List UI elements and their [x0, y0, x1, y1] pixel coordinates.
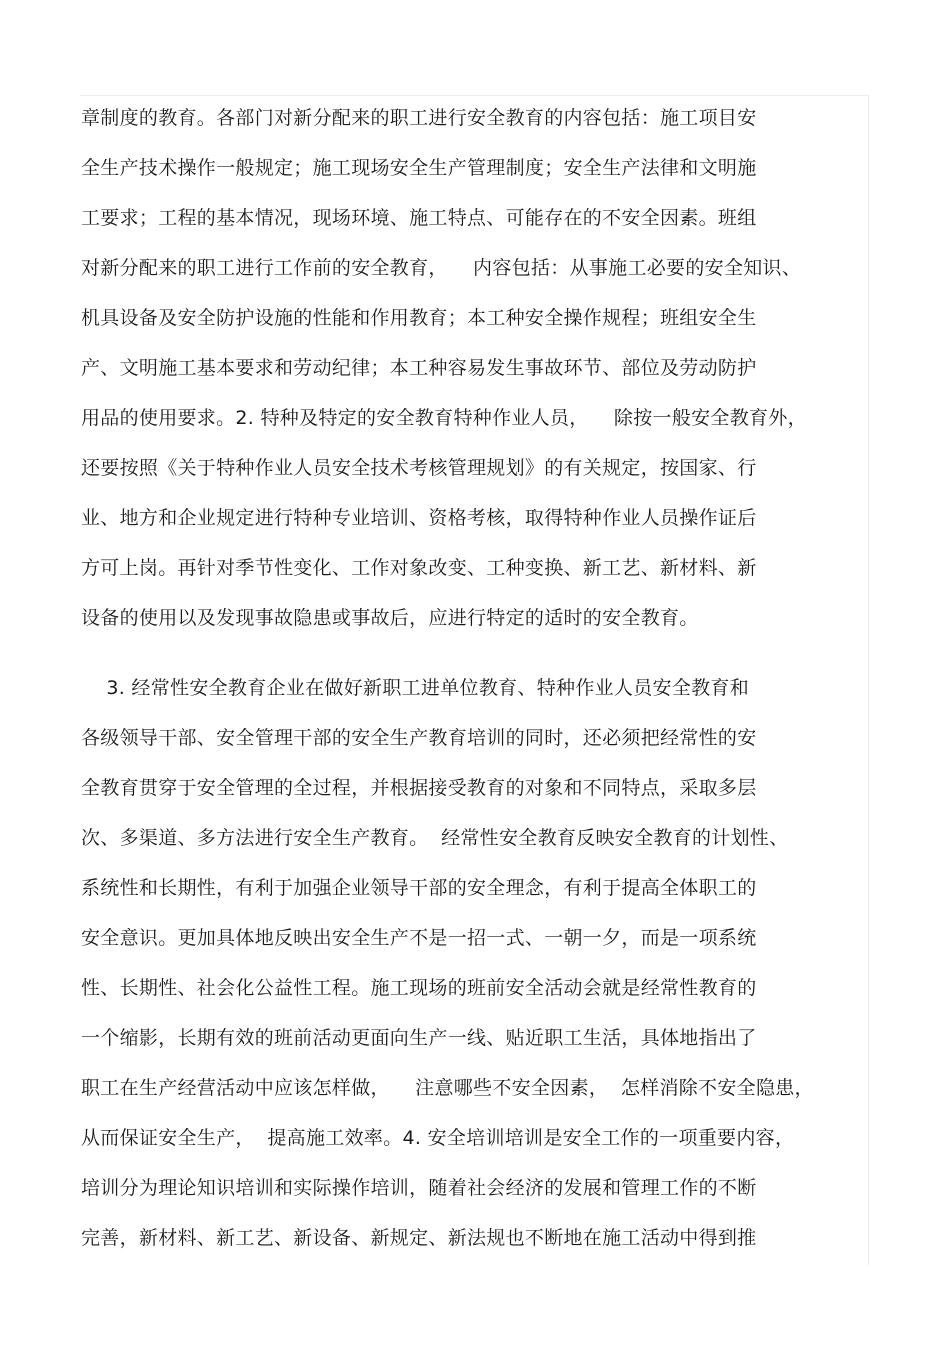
text-line: 全生产技术操作一般规定；施工现场安全生产管理制度；安全生产法律和文明施: [81, 157, 757, 179]
text-line: 全教育贯穿于安全管理的全过程，并根据接受教育的对象和不同特点，采取多层: [81, 777, 757, 799]
text-line: 对新分配来的职工进行工作前的安全教育， 内容包括：从事施工必要的安全知识、: [81, 257, 802, 279]
text-line: 业、地方和企业规定进行特种专业培训、资格考核，取得特种作业人员操作证后: [81, 507, 757, 529]
text-line: 完善，新材料、新工艺、新设备、新规定、新法规也不断地在施工活动中得到推: [81, 1227, 757, 1249]
text-line: 职工在生产经营活动中应该怎样做， 注意哪些不安全因素， 怎样消除不安全隐患，: [81, 1077, 814, 1099]
text-line: 章制度的教育。各部门对新分配来的职工进行安全教育的内容包括：施工项目安: [81, 107, 757, 129]
text-line: 方可上岗。再针对季节性变化、工作对象改变、工种变换、新工艺、新材料、新: [81, 557, 757, 579]
text-line: 工要求；工程的基本情况，现场环境、施工特点、可能存在的不安全因素。班组: [81, 207, 757, 229]
text-line: 性、长期性、社会化公益性工程。施工现场的班前安全活动会就是经常性教育的: [81, 977, 757, 999]
text-line: 培训分为理论知识培训和实际操作培训，随着社会经济的发展和管理工作的不断: [81, 1177, 757, 1199]
text-line: 从而保证安全生产， 提高施工效率。4. 安全培训培训是安全工作的一项重要内容，: [81, 1127, 795, 1149]
paragraph-safety-education: [81, 93, 851, 643]
text-line: 一个缩影，长期有效的班前活动更面向生产一线、贴近职工生活，具体地指出了: [81, 1027, 757, 1049]
text-line: 机具设备及安全防护设施的性能和作用教育；本工种安全操作规程；班组安全生: [81, 307, 757, 329]
text-line: 系统性和长期性，有利于加强企业领导干部的安全理念，有利于提高全体职工的: [81, 877, 757, 899]
paragraph-regular-education: [81, 663, 851, 1263]
text-line: 用品的使用要求。2. 特种及特定的安全教育特种作业人员， 除按一般安全教育外，: [81, 407, 807, 429]
page-border-right: [868, 95, 869, 1265]
text-line: 设备的使用以及发现事故隐患或事故后，应进行特定的适时的安全教育。: [81, 607, 699, 629]
text-line: 3. 经常性安全教育企业在做好新职工进单位教育、特种作业人员安全教育和: [81, 677, 750, 699]
text-line: 产、文明施工基本要求和劳动纪律；本工种容易发生事故环节、部位及劳动防护: [81, 357, 757, 379]
text-line: 还要按照《关于特种作业人员安全技术考核管理规划》的有关规定，按国家、行: [81, 457, 757, 479]
text-line: 安全意识。更加具体地反映出安全生产不是一招一式、一朝一夕，而是一项系统: [81, 927, 757, 949]
text-line: 各级领导干部、安全管理干部的安全生产教育培训的同时，还必须把经常性的安: [81, 727, 757, 749]
text-line: 次、多渠道、多方法进行安全生产教育。 经常性安全教育反映安全教育的计划性、: [81, 827, 789, 849]
